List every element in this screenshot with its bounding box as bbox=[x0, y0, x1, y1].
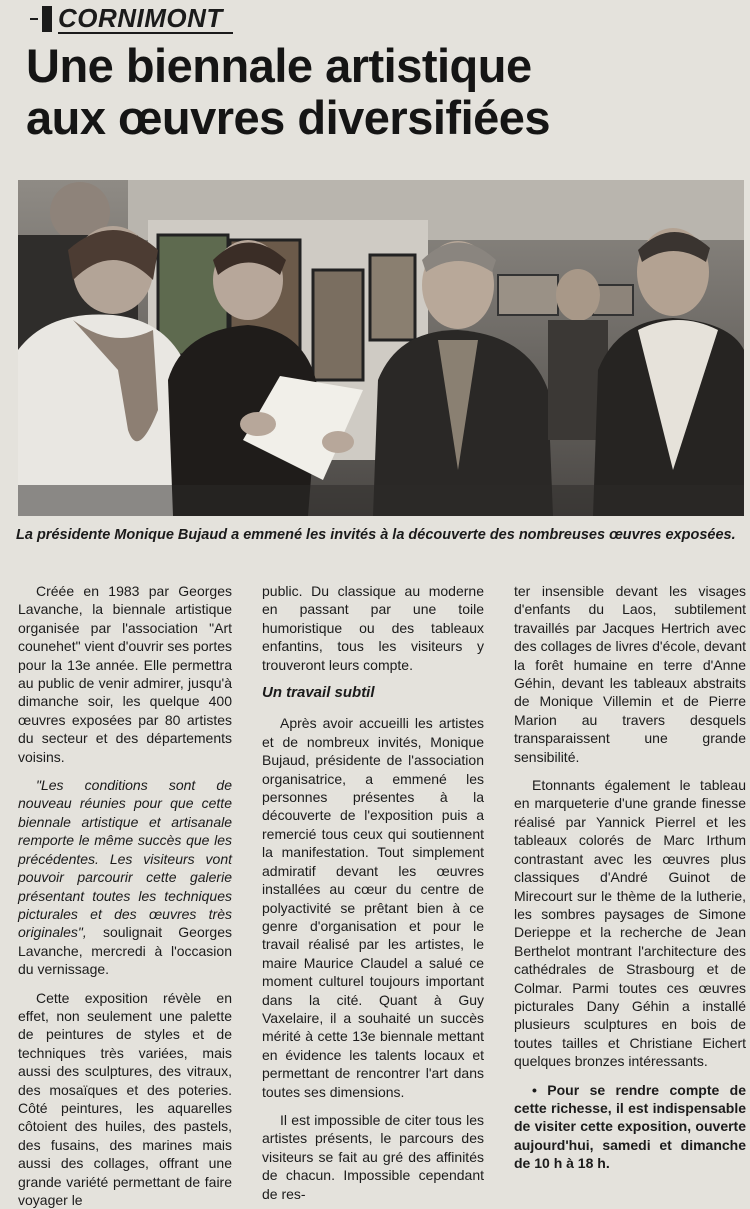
article-paragraph: Etonnants également le tableau en marqueterie d'une grande finesse réalisé par Yannick Pierrel et les tableaux colorés de Marc Irthum contrastant avec les œuvres plus classiques d'André Guinot de Mirecourt sur le thème de la lutherie, les sombres paysages de Simone Derieppe et la recherche de Jean Berthelot montrant l'architecture des cathédrales de Strasbourg et de Colmar. Parmi toutes ces œuvres picturales Dany Géhin a installé plusieurs sculptures en bois de toutes tailles et Christiane Eichert quelques bronzes intéressants. bbox=[514, 777, 746, 1070]
rubric-dash bbox=[30, 18, 38, 20]
photo-icon bbox=[18, 180, 744, 516]
headline-line-1: Une biennale artistique bbox=[26, 39, 532, 92]
article-paragraph: ter insensible devant les visages d'enfants du Laos, subtilement travaillés par Jacques Hertrich avec des collages de livres d'école, devant la forêt humaine en terre d'Anne Géhin, devant les tableaux abstraits de Monique Villemin et de Pierre Marion au travers desquels transparaissent une grande sensibilité. bbox=[514, 583, 746, 765]
article-quote-paragraph bbox=[18, 776, 232, 978]
article-column-1 bbox=[18, 582, 232, 1209]
article-photo bbox=[18, 180, 744, 516]
article-column-3 bbox=[514, 582, 746, 1173]
article-paragraph: public. Du classique au moderne en passant par une toile humoristique ou des tableaux enfantins, tous les visiteurs y trouveront leurs compte. bbox=[262, 583, 484, 673]
article-subhead: Un travail subtil bbox=[262, 684, 375, 702]
article-paragraph: Créée en 1983 par Georges Lavanche, la biennale artistique organisée par l'association "Art counehet" vient d'ouvrir ses portes pour la 13e année. Elle permettra au public de venir admirer, jusqu'à dimanche soir, les quelque 400 œuvres exposées par 80 artistes du secteur et des départements voisins. bbox=[18, 583, 232, 765]
article-column-2 bbox=[262, 582, 484, 1203]
headline bbox=[26, 40, 726, 144]
article-paragraph: Après avoir accueilli les artistes et de nombreux invités, Monique Bujaud, présidente de l'association organisatrice, a emmené les personnes présentes à la découverte de l'exposition puis a remercié tous ceux qui soutiennent la manifestation. Tout simplement admiratif devant les œuvres installées au cœur du centre de polyactivité se prêtant bien à ce genre d'organisation et pour le travail réalisé par les artistes, le maire Maurice Claudel a salué ce moment culturel toujours important dans la cité. Quant à Guy Vaxelaire, il a souhaité un succès mérité à cette 13e biennale mettant en évidence les talents locaux et permettant de rencontrer l'art dans toutes ses dimensions. bbox=[262, 715, 484, 1100]
article-quote-attribution: soulignait Georges Lavanche, mercredi à l'occasion du vernissage. bbox=[18, 924, 232, 978]
rubric-label: CORNIMONT bbox=[58, 4, 233, 34]
rubric-bar bbox=[42, 6, 52, 32]
headline-line-2: aux œuvres diversifiées bbox=[26, 91, 551, 144]
section-rubric bbox=[30, 4, 233, 34]
article-paragraph: Il est impossible de citer tous les artistes présents, le parcours des visiteurs se fait au gré des affinités de chacun. Impossible cependant de res- bbox=[262, 1111, 484, 1202]
article-paragraph: Cette exposition révèle en effet, non seulement une palette de peintures de styles et de techniques très variées, mais aussi des sculptures, des vitraux, des mosaïques et des poteries. Côté peintures, les aquarelles côtoient des huiles, des pastels, des fusains, des marines mais aussi des collages, offrant une grande variété permettant de faire voyager le bbox=[18, 989, 232, 1208]
photo-caption: La présidente Monique Bujaud a emmené les invités à la découverte des nombreuses œuvres exposées. bbox=[16, 527, 736, 543]
article-quote: "Les conditions sont de nouveau réunies pour que cette biennale artistique et artisanale remporte le même succès que les précédentes. Les visiteurs vont pouvoir parcourir cette galerie présentant toutes les techniques picturales et des œuvres très originales", bbox=[18, 777, 232, 941]
article-closing-note: • Pour se rendre compte de cette richesse, il est indispensable de visiter cette exposition, ouverte aujourd'hui, samedi et dimanche de 10 h à 18 h. bbox=[514, 1081, 746, 1172]
